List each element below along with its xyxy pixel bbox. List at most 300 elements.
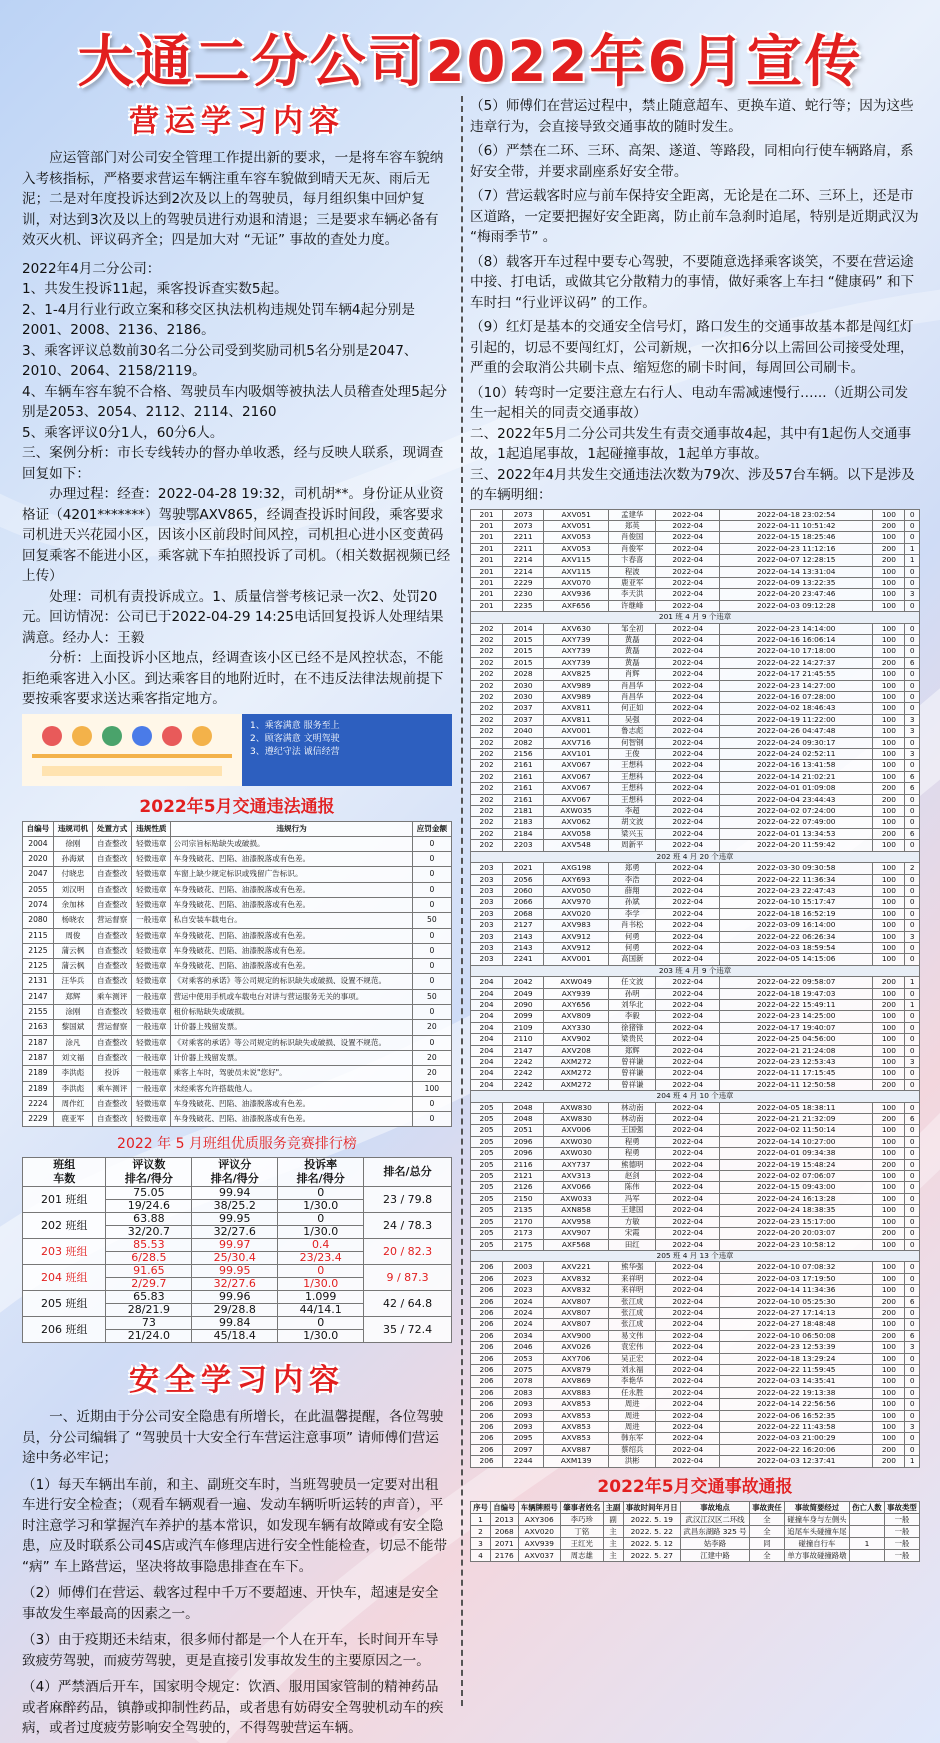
table-cell: 6	[905, 771, 920, 782]
table-cell: 3	[905, 1422, 920, 1433]
table-cell: 3	[471, 1537, 491, 1549]
table-cell: 202	[471, 783, 503, 794]
table-cell: 2037	[503, 703, 544, 714]
table-cell: AXY706	[544, 1353, 609, 1364]
table-cell: 车身残破花、凹陷、油漆脱落或有色差。	[171, 897, 412, 912]
table-cell: 38/25.2	[192, 1200, 278, 1213]
table-cell: 黄磊	[609, 646, 656, 657]
table-cell: 2066	[503, 897, 544, 908]
table-cell: 孙明	[609, 988, 656, 999]
table-cell: 201	[471, 566, 503, 577]
ranking-table	[22, 1157, 452, 1343]
paragraph: （8）载客开车过程中要专心驾驶，不要随意选择乘客谈笑，不要在营运途中接、打电话，或做其它分散精力的事情，做好乘客上车扫 “健康码” 和下车时扫 “行业评议码” 的工作。	[470, 253, 915, 311]
table-cell: 2022-04	[656, 1057, 720, 1068]
table-cell: 2022-04	[656, 600, 720, 611]
table-cell: 200	[873, 794, 905, 805]
table-cell: 2022-04	[656, 1114, 720, 1125]
table-cell: 2021	[503, 863, 544, 874]
table-cell: AXV067	[544, 794, 609, 805]
table-cell: 自查整改	[93, 897, 132, 912]
table-cell: 付晓忠	[53, 867, 92, 882]
table-row	[471, 999, 920, 1010]
table-cell: 自查整改	[93, 1096, 132, 1111]
table-cell: 2097	[503, 1444, 544, 1455]
table-cell: 200	[873, 657, 905, 668]
table-row	[471, 737, 920, 748]
table-row	[23, 836, 452, 851]
table-cell: 2096	[503, 1148, 544, 1159]
table-cell: 一般违章	[132, 1081, 171, 1096]
table-cell: 205	[471, 1114, 503, 1125]
table-cell: 100	[873, 908, 905, 919]
table-cell: AXY739	[544, 634, 609, 645]
table-cell: 2078	[503, 1376, 544, 1387]
table-cell: 100	[873, 692, 905, 703]
table-cell: 田红	[609, 1239, 656, 1250]
table-row	[471, 794, 920, 805]
table-cell: 黎国斌	[53, 1020, 92, 1035]
table-cell: 0	[905, 1136, 920, 1147]
table-cell: 201	[471, 600, 503, 611]
table-header-row	[23, 1158, 452, 1187]
table-cell: 计价器上残留发票。	[171, 1020, 412, 1035]
table-cell: 2095	[503, 1433, 544, 1444]
table-cell: AXV062	[544, 817, 609, 828]
table-cell: 0	[905, 885, 920, 896]
table-cell: 202	[471, 828, 503, 839]
table-cell: 2082	[503, 737, 544, 748]
table-header-cell: 违规司机	[53, 821, 92, 836]
table-cell: 1	[905, 977, 920, 988]
table-cell: 100	[873, 703, 905, 714]
table-cell: 0	[905, 1182, 920, 1193]
table-cell: 2022-04	[656, 999, 720, 1010]
table-cell: 0	[412, 882, 451, 897]
table-row	[471, 1011, 920, 1022]
paragraph: 分析：上面投诉小区地点，经调查该小区已经不是风控状态，不能拒绝乘客进入小区。到达乘客目的地附近时，在不违反法律法规前提下要按乘客要求送达乘客指定地方。	[22, 650, 444, 707]
table-cell: 0	[905, 1171, 920, 1182]
table-cell: 2024	[503, 1296, 544, 1307]
table-cell: 碰撞车身与左侧头	[785, 1513, 850, 1525]
table-header-row	[23, 821, 452, 836]
table-cell: 0	[412, 974, 451, 989]
table-row	[471, 1068, 920, 1079]
table-cell: 轻微违章	[132, 959, 171, 974]
table-cell: 2022-04-01 09:34:38	[720, 1148, 873, 1159]
accident-table-title: 2022年5月交通事故通报	[597, 1476, 793, 1497]
table-cell: 张江成	[609, 1307, 656, 1318]
table-cell: 2013	[491, 1513, 519, 1525]
table-cell: 0	[905, 1148, 920, 1159]
table-cell: 2022-04	[656, 657, 720, 668]
table-cell: AXV006	[544, 1125, 609, 1136]
table-cell: 姑李路	[681, 1537, 750, 1549]
table-row	[471, 600, 920, 611]
paragraph: 处理：司机有责投诉成立。1、质量信誉考核记录一次2、处罚20元。回访情况：公司已于2022-04-29 14:25电话回复投诉人处理结果满意。经办人：王毅	[22, 588, 444, 646]
table-cell: 2022-04	[656, 1102, 720, 1113]
paragraph: （5）师傅们在营运过程中，禁止随意超车、更换车道、蛇行等；因为这些违章行为，会直接导致交通事故的随时发生。	[470, 98, 914, 135]
table-row	[23, 943, 452, 958]
table-cell: 100	[873, 1285, 905, 1296]
table-cell: 2022-04	[656, 874, 720, 885]
table-cell: AXF568	[544, 1239, 609, 1250]
table-row	[471, 1216, 920, 1227]
table-cell: 100	[873, 1353, 905, 1364]
table-cell: 何勇	[609, 942, 656, 953]
table-row	[23, 1081, 452, 1096]
table-cell: 100	[873, 1216, 905, 1227]
table-cell: 2022-04	[656, 1228, 720, 1239]
table-cell: 0	[905, 1285, 920, 1296]
table-cell: 206	[471, 1319, 503, 1330]
table-row	[23, 913, 452, 928]
table-cell: AXV067	[544, 771, 609, 782]
table-cell: 赵剑	[609, 1171, 656, 1182]
table-cell: 206	[471, 1262, 503, 1273]
table-cell: 涂凡	[53, 1035, 92, 1050]
table-cell: 100	[873, 817, 905, 828]
table-cell: AXV020	[518, 1525, 560, 1537]
table-cell: 100	[873, 897, 905, 908]
table-cell: 21/24.0	[106, 1330, 192, 1343]
table-row	[471, 714, 920, 725]
table-cell: 2022-04-23 11:12:16	[720, 543, 873, 554]
table-cell: 0	[905, 1239, 920, 1250]
table-cell: 王想科	[609, 783, 656, 794]
table-cell: 205	[471, 1148, 503, 1159]
table-row	[23, 1066, 452, 1081]
table-cell: 0	[905, 1216, 920, 1227]
table-cell: 李洪彪	[53, 1081, 92, 1096]
table-cell: 2083	[503, 1387, 544, 1398]
banner-slogans	[242, 714, 452, 786]
table-cell: 201	[471, 520, 503, 531]
table-cell: 2022-04	[656, 954, 720, 965]
table-row	[471, 1148, 920, 1159]
table-row	[471, 1364, 920, 1375]
table-cell: 2022-04-22 07:49:00	[720, 817, 873, 828]
paragraph: （4）严禁酒后开车，国家明令规定：饮酒、服用国家管制的精神药品或者麻醉药品，镇静或抑制性药品，或者患有妨碍安全驾驶机动车的疾病，或者过度疲劳影响安全驾驶的，不得驾驶营运车辆。	[22, 1679, 444, 1737]
total-cell: 35 / 72.4	[364, 1317, 452, 1343]
table-cell: 曾祥谦	[609, 1079, 656, 1090]
table-cell: 0	[905, 920, 920, 931]
table-cell: 25/30.4	[192, 1252, 278, 1265]
table-cell: 2024	[503, 1319, 544, 1330]
table-cell: 来祥明	[609, 1285, 656, 1296]
table-cell: 宋霞	[609, 1228, 656, 1239]
table-cell: 0.4	[278, 1239, 364, 1252]
table-cell: AXV070	[544, 577, 609, 588]
table-cell: 2022-04	[656, 509, 720, 520]
table-cell: 201	[471, 577, 503, 588]
table-cell: 2022-04-16 13:41:58	[720, 760, 873, 771]
table-cell: 2015	[503, 657, 544, 668]
table-cell: 1	[905, 543, 920, 554]
table-cell: 206	[471, 1422, 503, 1433]
table-cell: 206	[471, 1342, 503, 1353]
table-cell: 2022-04-27 17:14:13	[720, 1307, 873, 1318]
table-cell: 0	[905, 1079, 920, 1090]
table-cell: 200	[873, 1330, 905, 1341]
table-cell: AXV832	[544, 1273, 609, 1284]
table-cell: 205	[471, 1171, 503, 1182]
table-cell: 205	[471, 1125, 503, 1136]
table-cell: 2022-04-21 21:32:09	[720, 1114, 873, 1125]
table-cell: 余加林	[53, 897, 92, 912]
table-cell: 2022-04-23 12:53:39	[720, 1342, 873, 1353]
table-cell: 6	[905, 783, 920, 794]
table-row	[471, 954, 920, 965]
table-cell: 轻微违章	[132, 897, 171, 912]
table-row	[471, 1513, 920, 1525]
table-cell: 91.65	[106, 1265, 192, 1278]
table-cell: 一般违章	[132, 1050, 171, 1065]
table-cell: 徐猪锋	[609, 1022, 656, 1033]
table-cell: 蒲云枫	[53, 959, 92, 974]
table-cell: 100	[873, 714, 905, 725]
table-cell: 2022-04-21 21:24:08	[720, 1045, 873, 1056]
table-row	[23, 882, 452, 897]
table-cell: AXV902	[544, 1034, 609, 1045]
table-cell: 何正如	[609, 703, 656, 714]
table-cell: 2022-04-24 09:30:17	[720, 737, 873, 748]
table-cell: 周作红	[53, 1096, 92, 1111]
table-cell: 100	[873, 1433, 905, 1444]
table-cell: 2060	[503, 885, 544, 896]
table-cell: AXV026	[544, 1342, 609, 1353]
table-cell: 全	[750, 1513, 785, 1525]
table-cell: 2090	[503, 999, 544, 1010]
table-cell: 206	[471, 1376, 503, 1387]
table-cell: 2022-04	[656, 634, 720, 645]
table-row	[471, 1285, 920, 1296]
table-cell: 2022-04-03 18:59:54	[720, 942, 873, 953]
table-cell: 2022-03-09 16:14:00	[720, 920, 873, 931]
table-cell: 2022-03-30 09:30:58	[720, 863, 873, 874]
table-cell: 2022-04	[656, 1399, 720, 1410]
table-cell: AXM139	[544, 1456, 609, 1467]
table-cell: 2126	[503, 1182, 544, 1193]
table-cell: 孟建华	[609, 509, 656, 520]
table-cell: 轻微违章	[132, 1005, 171, 1020]
table-cell: 0	[412, 1005, 451, 1020]
table-cell: 2022-04	[656, 1444, 720, 1455]
table-cell: 100	[873, 1262, 905, 1273]
table-cell: 李洪彪	[53, 1066, 92, 1081]
table-cell: 2/29.7	[106, 1278, 192, 1291]
table-row	[471, 1399, 920, 1410]
table-cell: 周进	[609, 1399, 656, 1410]
table-cell: 2022-04	[656, 1410, 720, 1421]
table-cell: 2022-04-20 23:47:46	[720, 589, 873, 600]
table-cell: 2022-04-06 16:52:35	[720, 1410, 873, 1421]
table-cell: 2071	[491, 1537, 519, 1549]
table-cell: 2022-04-23 22:47:43	[720, 885, 873, 896]
table-cell: AXV958	[544, 1216, 609, 1227]
table-cell: 2046	[503, 1342, 544, 1353]
table-cell: 曾祥谦	[609, 1068, 656, 1079]
table-cell: 汪华兵	[53, 974, 92, 989]
table-cell: 206	[471, 1444, 503, 1455]
table-header-cell: 自编号	[491, 1501, 519, 1513]
table-header-row	[471, 1501, 920, 1513]
table-cell: 100	[873, 1410, 905, 1421]
table-cell: 2028	[503, 669, 544, 680]
table-cell: 100	[873, 1193, 905, 1204]
table-cell: 203	[471, 920, 503, 931]
table-cell: 0	[905, 566, 920, 577]
table-cell: 涂刚	[53, 1005, 92, 1020]
table-cell: 邹全初	[609, 623, 656, 634]
table-cell: 0	[905, 1034, 920, 1045]
table-cell: 29/28.8	[192, 1304, 278, 1317]
table-cell: 201	[471, 589, 503, 600]
table-cell: AXV900	[544, 1330, 609, 1341]
table-cell: AXV051	[544, 520, 609, 531]
table-cell: 自查整改	[93, 1005, 132, 1020]
table-cell: AXV939	[518, 1537, 560, 1549]
table-cell: 2187	[23, 1035, 54, 1050]
page-title: 大通二分公司2022年6月宣传	[77, 30, 863, 95]
table-cell: 主	[603, 1537, 623, 1549]
table-cell: 206	[471, 1285, 503, 1296]
table-row	[23, 1035, 452, 1050]
table-cell: 程勇	[609, 1148, 656, 1159]
table-cell: 205	[471, 1205, 503, 1216]
table-cell: AXM272	[544, 1079, 609, 1090]
table-cell: AXY939	[544, 988, 609, 999]
group-summary-cell: 201 班 4 月 9 个违章	[471, 612, 920, 623]
table-cell: 0	[905, 954, 920, 965]
table-cell: 《对乘客的承诺》等公司规定的标识缺失或破损、设置不规范。	[171, 974, 412, 989]
table-cell: 100	[873, 600, 905, 611]
table-row	[471, 1537, 920, 1549]
table-cell: AXV807	[544, 1319, 609, 1330]
section-title-safety: 安全学习内容	[129, 1363, 345, 1399]
table-cell: AXV115	[544, 555, 609, 566]
table-cell: 0	[905, 1262, 920, 1273]
table-cell: 王想科	[609, 771, 656, 782]
table-cell: 乘车测评	[93, 1081, 132, 1096]
table-row	[471, 1330, 920, 1341]
table-cell: AXV879	[544, 1364, 609, 1375]
table-cell: 2022-04-18 13:29:24	[720, 1353, 873, 1364]
table-cell: 2055	[23, 882, 54, 897]
table-cell: 2022-04-05 14:15:06	[720, 954, 873, 965]
table-cell: AXV807	[544, 1296, 609, 1307]
table-cell: 李学	[609, 908, 656, 919]
table-cell: 203	[471, 897, 503, 908]
table-cell: 袁宏伟	[609, 1342, 656, 1353]
table-cell: 206	[471, 1330, 503, 1341]
table-cell: 一般违章	[132, 913, 171, 928]
team-cell: 201 班组	[23, 1187, 106, 1213]
table-cell: AXY739	[544, 657, 609, 668]
table-cell: 0	[905, 623, 920, 634]
table-cell: 轻微违章	[132, 1112, 171, 1127]
table-row	[471, 1079, 920, 1090]
paragraph: 一、近期由于分公司安全隐患有所增长，在此温馨提醒，各位驾驶员，分公司编辑了 “驾驶员十大安全行车营运注意事项” 请师傅们营运途中务必牢记；	[22, 1409, 444, 1467]
table-cell: 2056	[503, 874, 544, 885]
table-cell: 100	[873, 566, 905, 577]
table-row	[471, 520, 920, 531]
table-cell: 2022-04-22 11:36:34	[720, 874, 873, 885]
promo-banner	[22, 714, 452, 786]
table-cell: 自查整改	[93, 867, 132, 882]
table-cell: 林动南	[609, 1102, 656, 1113]
table-cell: 1	[849, 1537, 884, 1549]
table-cell: 2022-04-17 19:40:07	[720, 1022, 873, 1033]
table-cell: 2022-04-14 22:56:56	[720, 1399, 873, 1410]
table-cell: 0	[905, 509, 920, 520]
table-cell: 梁贵民	[609, 1034, 656, 1045]
table-cell: 75.05	[106, 1187, 192, 1200]
table-cell: 2161	[503, 783, 544, 794]
table-cell: 0	[905, 1011, 920, 1022]
table-cell: 99.94	[192, 1187, 278, 1200]
table-cell: AXV115	[544, 566, 609, 577]
table-cell: 2022-04	[656, 942, 720, 953]
team-cell: 205 班组	[23, 1291, 106, 1317]
table-row	[471, 1125, 920, 1136]
table-cell: 2125	[23, 959, 54, 974]
table-cell: 2022-04-05 18:38:11	[720, 1102, 873, 1113]
table-cell: 一般违章	[132, 1066, 171, 1081]
table-cell: 2022-04-20 20:03:07	[720, 1228, 873, 1239]
table-cell: 2022-04-19 11:22:00	[720, 714, 873, 725]
table-cell: 100	[873, 954, 905, 965]
table-cell: 206	[471, 1307, 503, 1318]
table-cell: 2022-04	[656, 680, 720, 691]
table-cell: 0	[412, 836, 451, 851]
table-cell: 1	[905, 1456, 920, 1467]
table-cell: 2022-04-09 13:22:35	[720, 577, 873, 588]
table-cell: 45/18.4	[192, 1330, 278, 1343]
table-cell: 0	[905, 806, 920, 817]
table-cell: 2022-04-16 07:28:00	[720, 692, 873, 703]
table-row	[471, 1182, 920, 1193]
table-cell: AXW035	[544, 806, 609, 817]
table-cell: 2242	[503, 1068, 544, 1079]
table-cell: 2022-04-23 14:14:00	[720, 623, 873, 634]
table-cell: 202	[471, 737, 503, 748]
table-cell: 200	[873, 555, 905, 566]
table-cell: 202	[471, 760, 503, 771]
table-cell: 206	[471, 1296, 503, 1307]
group-summary-cell: 205 班 4 月 13 个违章	[471, 1250, 920, 1261]
table-cell: 2143	[503, 931, 544, 942]
total-cell: 20 / 82.3	[364, 1239, 452, 1265]
table-cell: 2022-04-11 17:15:45	[720, 1068, 873, 1079]
table-cell: 0	[412, 943, 451, 958]
table-cell: 44/14.1	[278, 1304, 364, 1317]
table-cell: 100	[873, 634, 905, 645]
table-cell: 2022-04	[656, 760, 720, 771]
table-cell: 100	[873, 669, 905, 680]
table-cell: 2023	[503, 1285, 544, 1296]
table-cell: 3	[905, 589, 920, 600]
table-row	[471, 1444, 920, 1455]
table-cell: 206	[471, 1387, 503, 1398]
table-cell: 2022-04	[656, 1045, 720, 1056]
table-cell: 202	[471, 714, 503, 725]
table-cell: 自查整改	[93, 1035, 132, 1050]
table-cell: 2022-04-14 13:31:04	[720, 566, 873, 577]
table-cell: 205	[471, 1193, 503, 1204]
table-cell: 李毅	[609, 1011, 656, 1022]
table-cell: 0	[278, 1187, 364, 1200]
table-cell: 2161	[503, 794, 544, 805]
